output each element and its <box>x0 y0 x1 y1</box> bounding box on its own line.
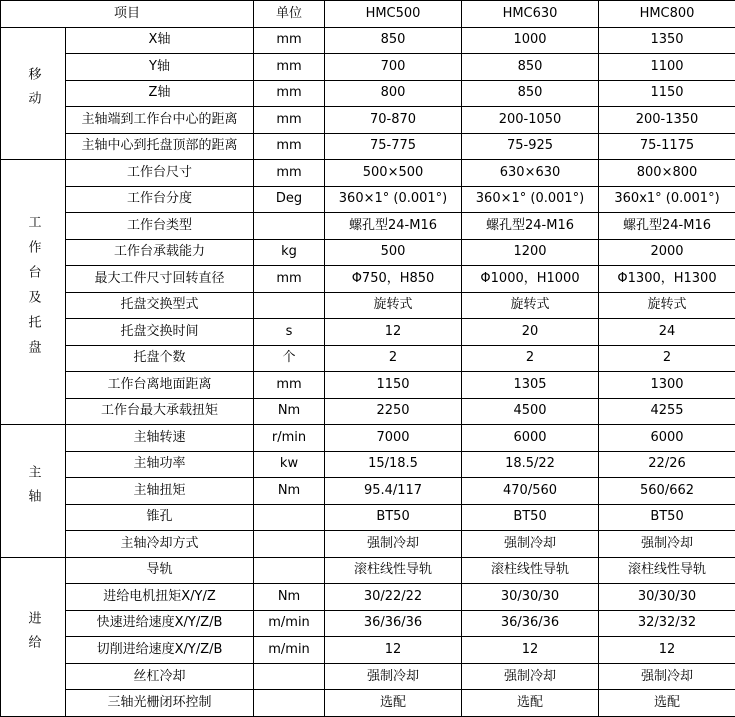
table-row <box>1 239 735 266</box>
row-item: 三轴光栅闭环控制 <box>66 690 254 717</box>
row-item: 导轨 <box>66 557 254 584</box>
row-item: 托盘交换时间 <box>66 319 254 346</box>
row-value: 1150 <box>599 80 735 107</box>
row-item: 锥孔 <box>66 504 254 531</box>
row-unit: mm <box>254 27 325 54</box>
row-value: 15/18.5 <box>325 451 462 478</box>
row-item: 主轴功率 <box>66 451 254 478</box>
category-label: 进给 <box>25 610 41 659</box>
row-unit: kg <box>254 239 325 266</box>
table-row <box>1 425 735 452</box>
row-value: 630×630 <box>462 160 599 187</box>
table-row <box>1 478 735 505</box>
row-value: 2 <box>325 345 462 372</box>
row-value: 560/662 <box>599 478 735 505</box>
table-row <box>1 504 735 531</box>
row-item: 工作台离地面距离 <box>66 372 254 399</box>
table-row <box>1 213 735 240</box>
row-item: Z轴 <box>66 80 254 107</box>
row-value: 20 <box>462 319 599 346</box>
row-value: 2000 <box>599 239 735 266</box>
row-value: 700 <box>325 54 462 81</box>
row-value: 36/36/36 <box>462 610 599 637</box>
row-value: 360×1° (0.001°) <box>325 186 462 213</box>
category-cell-worktable-pallet <box>1 160 66 425</box>
row-value: 850 <box>462 80 599 107</box>
table-row <box>1 292 735 319</box>
row-unit: Nm <box>254 478 325 505</box>
row-value: 旋转式 <box>599 292 735 319</box>
row-value: 75-775 <box>325 133 462 160</box>
category-label: 工作台及托盘 <box>25 215 41 366</box>
row-value: 12 <box>599 637 735 664</box>
row-value: BT50 <box>599 504 735 531</box>
row-unit: Nm <box>254 398 325 425</box>
row-value: 4255 <box>599 398 735 425</box>
row-unit <box>254 213 325 240</box>
table-row <box>1 398 735 425</box>
row-value: 200-1050 <box>462 107 599 134</box>
table-row <box>1 160 735 187</box>
row-item: 主轴中心到托盘顶部的距离 <box>66 133 254 160</box>
row-value: BT50 <box>462 504 599 531</box>
row-item: 工作台分度 <box>66 186 254 213</box>
row-value: 1350 <box>599 27 735 54</box>
row-value: 1305 <box>462 372 599 399</box>
row-value: 旋转式 <box>462 292 599 319</box>
row-value: 滚柱线性导轨 <box>599 557 735 584</box>
row-unit: Nm <box>254 584 325 611</box>
row-item: 托盘个数 <box>66 345 254 372</box>
table-row <box>1 319 735 346</box>
row-unit: s <box>254 319 325 346</box>
row-value: 强制冷却 <box>462 663 599 690</box>
header-unit: 单位 <box>254 1 325 28</box>
row-value: 选配 <box>462 690 599 717</box>
row-unit: mm <box>254 133 325 160</box>
row-value: 75-1175 <box>599 133 735 160</box>
row-item: 工作台尺寸 <box>66 160 254 187</box>
row-value: 500 <box>325 239 462 266</box>
row-unit <box>254 690 325 717</box>
row-value: 32/32/32 <box>599 610 735 637</box>
row-unit: mm <box>254 372 325 399</box>
row-item: 主轴冷却方式 <box>66 531 254 558</box>
table-row <box>1 637 735 664</box>
category-label: 主轴 <box>25 464 41 513</box>
row-unit: mm <box>254 80 325 107</box>
table-row <box>1 186 735 213</box>
row-value: 1300 <box>599 372 735 399</box>
row-unit: r/min <box>254 425 325 452</box>
row-item: 托盘交换型式 <box>66 292 254 319</box>
header-model-hmc500: HMC500 <box>325 1 462 28</box>
row-value: Φ1300，H1300 <box>599 266 735 293</box>
row-item: 最大工件尺寸回转直径 <box>66 266 254 293</box>
row-item: 切削进给速度X/Y/Z/B <box>66 637 254 664</box>
row-value: 1000 <box>462 27 599 54</box>
row-value: 30/22/22 <box>325 584 462 611</box>
row-value: 6000 <box>599 425 735 452</box>
table-row <box>1 663 735 690</box>
row-value: 850 <box>325 27 462 54</box>
table-row <box>1 266 735 293</box>
row-item: 快速进给速度X/Y/Z/B <box>66 610 254 637</box>
row-value: 18.5/22 <box>462 451 599 478</box>
table-row <box>1 80 735 107</box>
row-item: 主轴转速 <box>66 425 254 452</box>
category-label: 移动 <box>25 67 41 116</box>
category-cell-feed <box>1 557 66 716</box>
row-value: 强制冷却 <box>599 531 735 558</box>
table-row <box>1 584 735 611</box>
row-unit <box>254 292 325 319</box>
row-value: 360x1° (0.001°) <box>599 186 735 213</box>
row-value: 滚柱线性导轨 <box>462 557 599 584</box>
row-value: 螺孔型24-M16 <box>325 213 462 240</box>
category-cell-spindle <box>1 425 66 558</box>
row-value: Φ750，H850 <box>325 266 462 293</box>
row-item: 主轴端到工作台中心的距离 <box>66 107 254 134</box>
row-value: 12 <box>325 637 462 664</box>
row-item: 工作台类型 <box>66 213 254 240</box>
table-row <box>1 557 735 584</box>
row-unit <box>254 557 325 584</box>
row-value: 螺孔型24-M16 <box>462 213 599 240</box>
header-item: 项目 <box>1 1 254 28</box>
row-value: 1100 <box>599 54 735 81</box>
table-row <box>1 531 735 558</box>
row-value: 36/36/36 <box>325 610 462 637</box>
row-value: 强制冷却 <box>325 531 462 558</box>
row-value: 强制冷却 <box>462 531 599 558</box>
row-value: 1200 <box>462 239 599 266</box>
header-model-hmc630: HMC630 <box>462 1 599 28</box>
row-value: 1150 <box>325 372 462 399</box>
row-value: 选配 <box>325 690 462 717</box>
row-unit: mm <box>254 266 325 293</box>
table-row <box>1 107 735 134</box>
table-row <box>1 133 735 160</box>
row-value: 360×1° (0.001°) <box>462 186 599 213</box>
row-item: 进给电机扭矩X/Y/Z <box>66 584 254 611</box>
row-value: 旋转式 <box>325 292 462 319</box>
row-value: 强制冷却 <box>325 663 462 690</box>
row-value: 2 <box>599 345 735 372</box>
row-value: 4500 <box>462 398 599 425</box>
table-row <box>1 451 735 478</box>
table-row <box>1 345 735 372</box>
row-value: 22/26 <box>599 451 735 478</box>
header-row <box>1 1 735 28</box>
row-value: BT50 <box>325 504 462 531</box>
row-item: 工作台最大承载扭矩 <box>66 398 254 425</box>
row-value: 螺孔型24-M16 <box>599 213 735 240</box>
row-item: 工作台承载能力 <box>66 239 254 266</box>
row-unit: m/min <box>254 610 325 637</box>
row-value: 12 <box>325 319 462 346</box>
row-value: 30/30/30 <box>462 584 599 611</box>
table-row <box>1 27 735 54</box>
row-value: 24 <box>599 319 735 346</box>
row-value: 200-1350 <box>599 107 735 134</box>
row-value: 2 <box>462 345 599 372</box>
category-cell-movement <box>1 27 66 160</box>
row-value: Φ1000，H1000 <box>462 266 599 293</box>
table-row <box>1 610 735 637</box>
row-value: 2250 <box>325 398 462 425</box>
row-value: 7000 <box>325 425 462 452</box>
row-value: 6000 <box>462 425 599 452</box>
table-row <box>1 54 735 81</box>
row-value: 95.4/117 <box>325 478 462 505</box>
row-unit: mm <box>254 54 325 81</box>
row-value: 470/560 <box>462 478 599 505</box>
row-value: 选配 <box>599 690 735 717</box>
row-unit <box>254 531 325 558</box>
row-unit <box>254 504 325 531</box>
row-value: 800×800 <box>599 160 735 187</box>
row-item: 主轴扭矩 <box>66 478 254 505</box>
table-row <box>1 372 735 399</box>
row-value: 滚柱线性导轨 <box>325 557 462 584</box>
row-unit: Deg <box>254 186 325 213</box>
row-value: 12 <box>462 637 599 664</box>
row-unit: mm <box>254 107 325 134</box>
row-value: 800 <box>325 80 462 107</box>
row-value: 75-925 <box>462 133 599 160</box>
row-unit: 个 <box>254 345 325 372</box>
row-value: 70-870 <box>325 107 462 134</box>
row-value: 500×500 <box>325 160 462 187</box>
row-item: Y轴 <box>66 54 254 81</box>
row-item: 丝杠冷却 <box>66 663 254 690</box>
row-value: 30/30/30 <box>599 584 735 611</box>
row-item: X轴 <box>66 27 254 54</box>
row-value: 850 <box>462 54 599 81</box>
row-unit: kw <box>254 451 325 478</box>
header-model-hmc800: HMC800 <box>599 1 735 28</box>
row-unit <box>254 663 325 690</box>
row-unit: m/min <box>254 637 325 664</box>
row-unit: mm <box>254 160 325 187</box>
table-row <box>1 690 735 717</box>
row-value: 强制冷却 <box>599 663 735 690</box>
